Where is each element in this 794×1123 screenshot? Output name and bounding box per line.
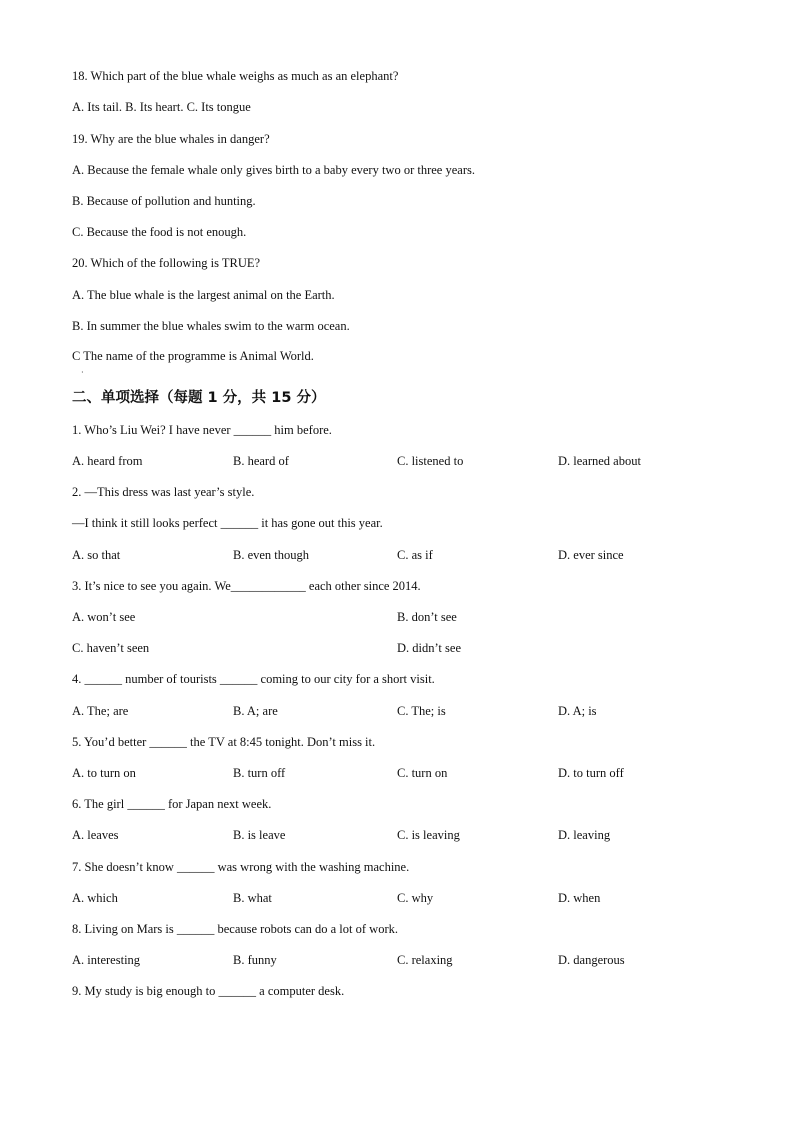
mc-question-1-option-a: A. heard from bbox=[72, 454, 143, 468]
question-20-stem: 20. Which of the following is TRUE? bbox=[72, 256, 261, 270]
mc-question-2-option-d: D. ever since bbox=[558, 548, 624, 562]
question-19-option-a: A. Because the female whale only gives birth to a baby every two or three years. bbox=[72, 163, 475, 177]
mc-question-1-option-b: B. heard of bbox=[233, 454, 289, 468]
mc-question-5-option-c: C. turn on bbox=[397, 766, 448, 780]
question-20-option-a: A. The blue whale is the largest animal on the Earth. bbox=[72, 288, 335, 302]
mc-question-3-option-a: A. won’t see bbox=[72, 610, 136, 624]
mc-question-7-option-b: B. what bbox=[233, 891, 272, 905]
mc-question-1-option-c: C. listened to bbox=[397, 454, 464, 468]
mc-question-3-stem: 3. It’s nice to see you again. We____________ each other since 2014. bbox=[72, 579, 421, 593]
mc-question-2-stem: 2. —This dress was last year’s style. bbox=[72, 485, 255, 499]
mc-question-4-option-a: A. The; are bbox=[72, 704, 129, 718]
mc-question-2-option-b: B. even though bbox=[233, 548, 310, 562]
mc-question-9-stem: 9. My study is big enough to ______ a computer desk. bbox=[72, 984, 345, 998]
mc-question-4-option-b: B. A; are bbox=[233, 704, 278, 718]
question-18-stem: 18. Which part of the blue whale weighs as much as an elephant? bbox=[72, 69, 399, 83]
mc-question-7-option-a: A. which bbox=[72, 891, 118, 905]
section-2-heading: 二、单项选择（每题 1 分，共 15 分） bbox=[72, 390, 326, 406]
mc-question-2-option-c: C. as if bbox=[397, 548, 433, 562]
mc-question-4-option-d: D. A; is bbox=[558, 704, 597, 718]
mc-question-4-option-c: C. The; is bbox=[397, 704, 446, 718]
mc-question-7-option-d: D. when bbox=[558, 891, 601, 905]
stray-dot-mark: · bbox=[81, 368, 84, 377]
question-20-option-c: C The name of the programme is Animal World. bbox=[72, 349, 314, 363]
mc-question-1-stem: 1. Who’s Liu Wei? I have never ______ him before. bbox=[72, 423, 332, 437]
mc-question-7-stem: 7. She doesn’t know ______ was wrong with the washing machine. bbox=[72, 860, 410, 874]
mc-question-8-option-a: A. interesting bbox=[72, 953, 141, 967]
mc-question-6-option-a: A. leaves bbox=[72, 828, 119, 842]
mc-question-4-stem: 4. ______ number of tourists ______ coming to our city for a short visit. bbox=[72, 672, 435, 686]
question-19-option-c: C. Because the food is not enough. bbox=[72, 225, 247, 239]
mc-question-5-option-d: D. to turn off bbox=[558, 766, 624, 780]
mc-question-6-option-c: C. is leaving bbox=[397, 828, 460, 842]
mc-question-3-option-c: C. haven’t seen bbox=[72, 641, 150, 655]
mc-question-5-option-b: B. turn off bbox=[233, 766, 286, 780]
mc-question-8-option-c: C. relaxing bbox=[397, 953, 453, 967]
mc-question-2-option-a: A. so that bbox=[72, 548, 121, 562]
mc-question-8-stem: 8. Living on Mars is ______ because robots can do a lot of work. bbox=[72, 922, 398, 936]
mc-question-7-option-c: C. why bbox=[397, 891, 434, 905]
mc-question-8-option-d: D. dangerous bbox=[558, 953, 625, 967]
mc-question-6-option-b: B. is leave bbox=[233, 828, 286, 842]
question-18-options: A. Its tail. B. Its heart. C. Its tongue bbox=[72, 100, 251, 114]
mc-question-5-stem: 5. You’d better ______ the TV at 8:45 tonight. Don’t miss it. bbox=[72, 735, 376, 749]
mc-question-3-option-b: B. don’t see bbox=[397, 610, 457, 624]
mc-question-1-option-d: D. learned about bbox=[558, 454, 641, 468]
mc-question-2-stem-reply: —I think it still looks perfect ______ it has gone out this year. bbox=[72, 516, 383, 530]
mc-question-3-option-d: D. didn’t see bbox=[397, 641, 461, 655]
mc-question-6-option-d: D. leaving bbox=[558, 828, 611, 842]
question-19-stem: 19. Why are the blue whales in danger? bbox=[72, 132, 270, 146]
mc-question-6-stem: 6. The girl ______ for Japan next week. bbox=[72, 797, 272, 811]
question-20-option-b: B. In summer the blue whales swim to the warm ocean. bbox=[72, 319, 350, 333]
mc-question-5-option-a: A. to turn on bbox=[72, 766, 136, 780]
question-19-option-b: B. Because of pollution and hunting. bbox=[72, 194, 256, 208]
mc-question-8-option-b: B. funny bbox=[233, 953, 277, 967]
